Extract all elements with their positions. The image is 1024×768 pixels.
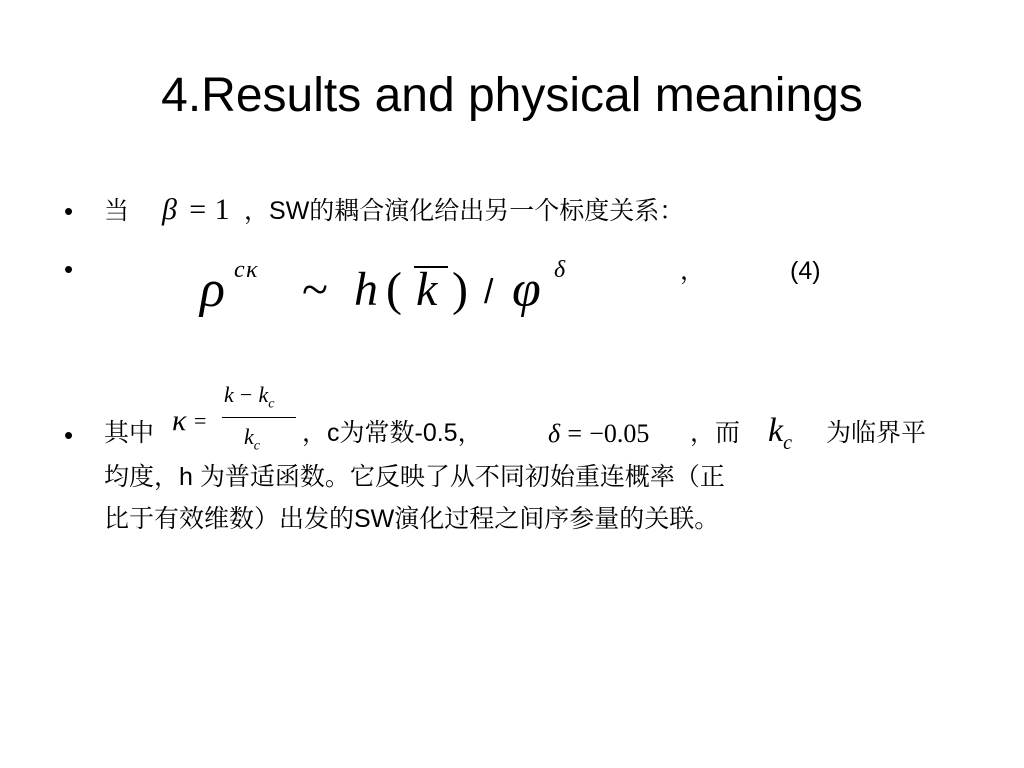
left-paren: ( xyxy=(386,263,402,316)
kappa-symbol: κ xyxy=(172,404,187,437)
bullet3-constant-text: ，c为常数-0.5， xyxy=(302,419,483,447)
bullet1-prefix: 当 xyxy=(104,197,130,225)
bullet-marker-3: • xyxy=(64,420,74,450)
function-h: h xyxy=(354,263,378,316)
delta-symbol: δ xyxy=(548,419,561,448)
phi-symbol: φ xyxy=(512,261,541,318)
fraction-denominator xyxy=(244,424,260,459)
kappa-definition xyxy=(166,380,306,460)
slash-sign: / xyxy=(484,273,494,311)
delta-equals: = xyxy=(567,419,582,448)
kc-sub-c: c xyxy=(783,431,792,454)
k-bar: k xyxy=(416,263,438,316)
equals-sign: = xyxy=(189,193,207,226)
equation-number: (4) xyxy=(790,257,821,285)
numerator-minus: − xyxy=(239,382,253,407)
exponent-kappa: κ xyxy=(246,257,258,283)
numerator-sub-c: c xyxy=(268,396,275,412)
rho-symbol: ρ xyxy=(200,261,225,318)
bullet3-rest-line3: 比于有效维数）出发的SW演化过程之间序参量的关联。 xyxy=(104,505,720,533)
delta-value xyxy=(548,418,649,449)
delta-number: −0.05 xyxy=(589,419,650,448)
bullet1-description: SW的耦合演化给出另一个标度关系： xyxy=(269,197,685,225)
numerator-kc: k xyxy=(258,382,269,407)
kc-symbol xyxy=(768,410,792,463)
exponent-delta: δ xyxy=(554,257,566,283)
exponent-c: c xyxy=(234,257,245,283)
kc-k: k xyxy=(768,412,784,449)
denominator-k: k xyxy=(244,424,254,449)
bullet1-equation xyxy=(162,192,230,228)
bullet3-rest-line2: 均度，h 为普适函数。它反映了从不同初始重连概率（正 xyxy=(104,463,725,491)
tilde-sign: ~ xyxy=(302,263,328,316)
bullet3-prefix: 其中 xyxy=(104,419,155,447)
slide-title: 4.Results and physical meanings xyxy=(161,69,863,122)
kappa-equals: = xyxy=(194,408,207,433)
beta-symbol: β xyxy=(162,193,177,226)
bullet-marker-1: • xyxy=(64,196,74,226)
bullet-marker-2: • xyxy=(64,254,74,284)
scaling-relation-equation xyxy=(200,256,600,326)
bullet1-comma: ， xyxy=(244,197,270,225)
fraction-bar xyxy=(222,417,296,418)
bullet2-comma: ， xyxy=(680,257,706,285)
bullet1-text xyxy=(244,196,684,226)
bullet3-er-text: ，而 xyxy=(690,419,741,447)
right-paren: ) xyxy=(452,263,468,316)
numerator-k: k xyxy=(224,382,234,407)
value-one: 1 xyxy=(214,193,230,226)
denominator-sub-c: c xyxy=(253,438,260,454)
bullet3-rest-line1: 为临界平 xyxy=(826,419,927,447)
fraction-numerator xyxy=(224,382,274,417)
